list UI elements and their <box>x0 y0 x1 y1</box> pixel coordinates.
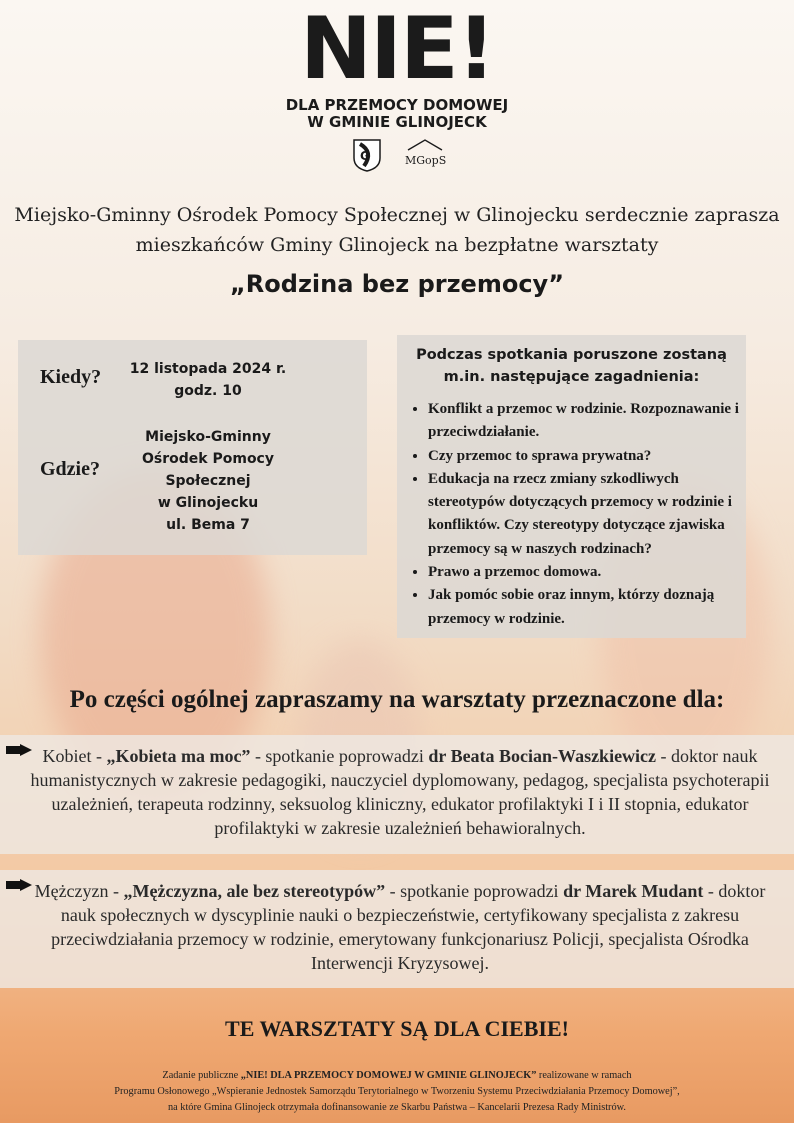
men-workshop-title: „Mężczyzna, ale bez stereotypów” <box>123 881 386 901</box>
page-title: „Rodzina bez przemocy” <box>230 270 564 298</box>
men-mid: - spotkanie poprowadzi <box>385 881 564 901</box>
women-audience: Kobiet - <box>42 746 107 766</box>
footer-line-1 <box>60 1068 734 1084</box>
where-value <box>118 426 298 536</box>
when-time: godz. 10 <box>174 383 242 399</box>
footer-prefix: Zadanie publiczne <box>162 1070 241 1081</box>
mgops-logo-icon <box>402 138 448 172</box>
list-item: • Konflikt a przemoc w rodzinie. Rozpoznawanie i przeciwdziałanie. <box>428 398 758 445</box>
intro-text <box>0 200 794 260</box>
where-line: Społecznej <box>165 473 251 489</box>
funding-footer <box>60 1068 734 1116</box>
when-label: Kiedy? <box>40 366 102 388</box>
when-value <box>118 358 298 402</box>
footer-line-3: na które Gmina Glinojeck otrzymała dofinansowanie ze Skarbu Państwa – Kancelarii Prezesa Rady Ministrów. <box>168 1102 626 1113</box>
where-label: Gdzie? <box>40 458 100 480</box>
topics-heading-line-1: Podczas spotkania poruszone zostaną <box>416 347 727 363</box>
list-item: • Edukacja na rzecz zmiany szkodliwych stereotypów dotyczących przemocy w rodzinie i konfliktów. Czy stereotypy dotyczące zjawiska przemocy są w naszych rodzinach? <box>428 468 758 561</box>
women-workshop-text <box>20 744 780 840</box>
men-audience: Mężczyzn - <box>34 881 124 901</box>
list-item: • Czy przemoc to sprawa prywatna? <box>428 445 758 468</box>
logo-main: NIE! <box>300 0 494 99</box>
mgops-logo-text: MGopS <box>405 154 447 167</box>
women-workshop-title: „Kobieta ma moc” <box>106 746 251 766</box>
where-line: Miejsko-Gminny <box>145 429 271 445</box>
where-line: w Glinojecku <box>157 495 259 511</box>
call-to-action: TE WARSZTATY SĄ DLA CIEBIE! <box>225 1016 569 1041</box>
list-item: • Jak pomóc sobie oraz innym, którzy doznają przemocy w rodzinie. <box>428 584 758 631</box>
women-mid: - spotkanie poprowadzi <box>250 746 429 766</box>
when-date: 12 listopada 2024 r. <box>129 361 287 377</box>
intro-line-1: Miejsko-Gminny Ośrodek Pomocy Społecznej w Glinojecku serdecznie zaprasza <box>14 204 780 226</box>
list-item: • Prawo a przemoc domowa. <box>428 561 758 584</box>
men-leader: dr Marek Mudant <box>563 881 704 901</box>
logo-line-2: W GMINIE GLINOJECK <box>307 113 487 131</box>
footer-line-2: Programu Osłonowego „Wspieranie Jednostek Samorządu Terytorialnego w Tworzeniu Systemu Przeciwdziałania Przemocy Domowej”, <box>114 1086 680 1097</box>
workshops-heading: Po części ogólnej zapraszamy na warsztaty przeznaczone dla: <box>69 686 725 713</box>
footer-task: „NIE! DLA PRZEMOCY DOMOWEJ W GMINIE GLINOJECK” <box>240 1070 537 1081</box>
women-leader: dr Beata Bocian-Waszkiewicz <box>428 746 657 766</box>
men-desc: - doktor nauk społecznych w dyscyplinie nauki o bezpieczeństwie, certyfikowany specjalista z zakresu przeciwdziałania przemocy w rodzinie, emerytowany funkcjonariusz Policji, specjalista Ośrodka Interwencji Kryzysowej. <box>51 881 766 973</box>
topics-heading-line-2: m.in. następujące zagadnienia: <box>443 369 700 385</box>
topics-heading <box>397 344 746 388</box>
gmina-coat-of-arms-icon <box>352 138 382 172</box>
footer-suffix: realizowane w ramach <box>536 1070 632 1081</box>
gmina-emblem-letter: G <box>360 149 370 163</box>
where-line: Ośrodek Pomocy <box>142 451 274 467</box>
men-workshop-text <box>20 879 780 975</box>
logo-line-1: DLA PRZEMOCY DOMOWEJ <box>285 96 509 114</box>
where-line: ul. Bema 7 <box>166 517 250 533</box>
intro-line-2: mieszkańców Gminy Glinojeck na bezpłatne warsztaty <box>135 234 659 256</box>
topics-list <box>412 398 758 631</box>
women-desc: - doktor nauk humanistycznych w zakresie pedagogiki, nauczyciel dyplomowany, pedagog, specjalista psychoterapii uzależnień, terapeuta rodzinny, seksuolog kliniczny, edukator profilaktyki I i II stopnia, edukator profilaktyki w zakresie uzależnień behawioralnych. <box>30 746 770 838</box>
